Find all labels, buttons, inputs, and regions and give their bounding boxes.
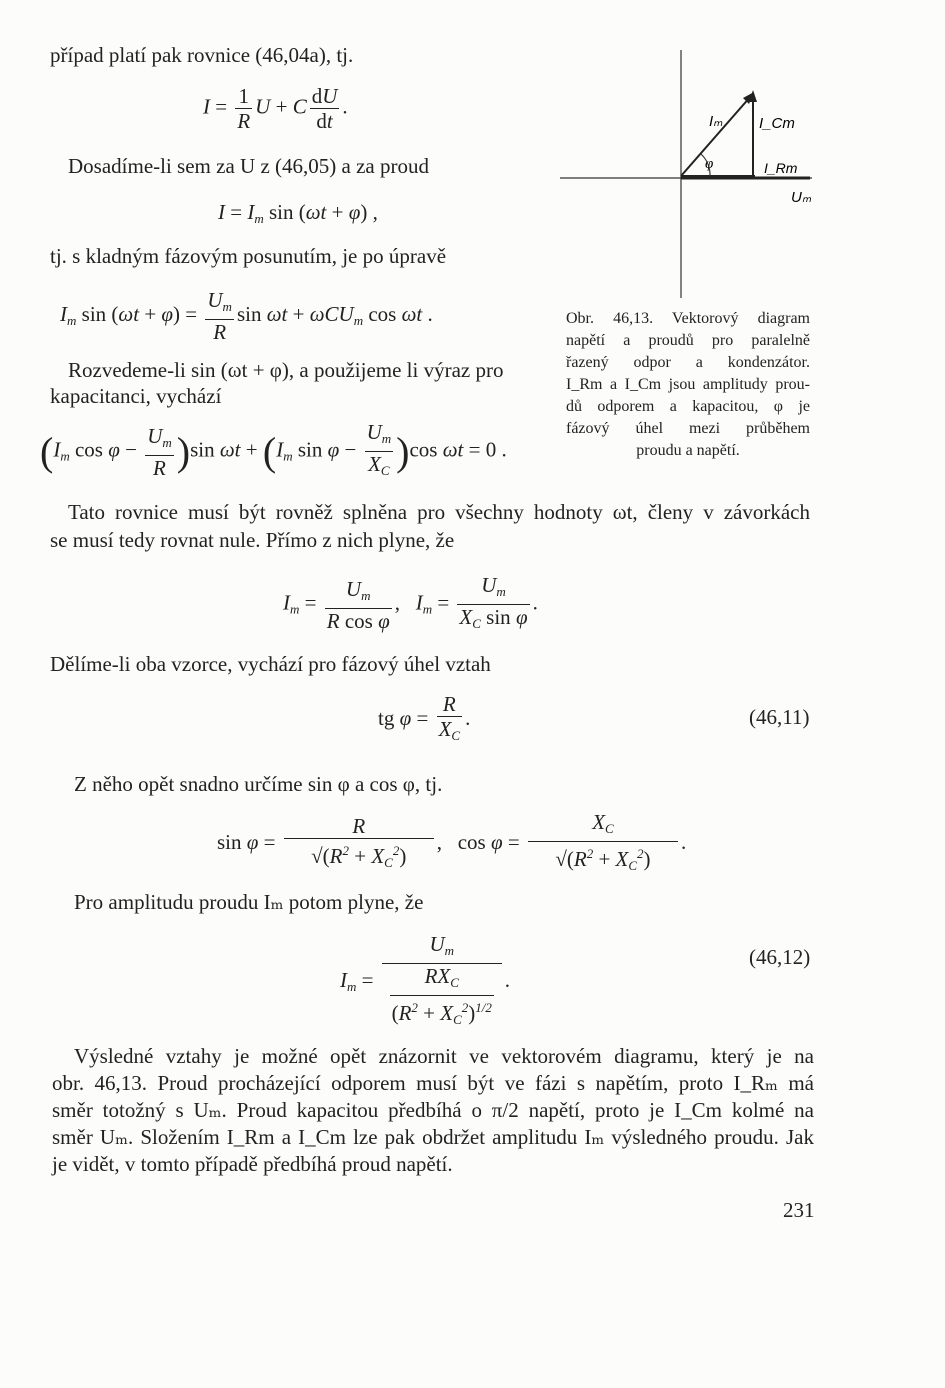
final-paragraph [52,1043,814,1178]
final-line: směr totožný s Uₘ. Proud kapacitou předbíhá o π/2 napětí, proto je I_Cm kolmé na [52,1098,814,1122]
divide-line: Dělíme-li oba vzorce, vychází pro fázový úhel vztah [50,652,491,676]
equation-expanded: $I_m$ sin (ωt + φ) = $\frac{U_m}{R}$ sin ωt + ωCU$_m$ cos ωt . [60,288,433,344]
subst-line: Dosadíme-li sem za U z (46,05) a za proud [68,154,429,178]
condition-paragraph [68,499,810,525]
equation-current-sum: I = $\frac{1}{R}$ U + C $\frac{dU}{dt}$ . [203,84,348,133]
page-number: 231 [783,1198,815,1222]
sincos-line: Z něho opět snadno určíme sin φ a cos φ, tj. [74,772,443,796]
final-line: Výsledné vztahy je možné opět znázornit ve vektorovém diagramu, který je na [74,1044,814,1068]
amp-line: Pro amplitudu proudu Iₘ potom plyne, že [74,890,424,914]
expand-line-1: Rozvedeme-li sin (ωt + φ), a použijeme li výraz pro [68,358,504,382]
final-line: obr. 46,13. Proud procházející odporem musí být ve fázi s napětím, proto I_Rₘ má [52,1071,814,1095]
final-line: je vidět, v tomto případě předbíhá proud napětí. [52,1152,453,1176]
equation-bracket-form: ($I_m$ cos φ − $\frac{U_m}{R}$ )sin $\omega t + (I_m$ sin φ − $\frac{U_m}{X_C}$ )cos ωt = 0 . [40,420,507,480]
caption-line: I_Rm a I_Cm jsou amplitudy prou- [566,376,810,393]
caption-line: proudu a napětí. [636,442,740,459]
equation-number: (46,12) [749,945,811,969]
im-label: Iₘ [709,113,723,130]
icm-label: I_Cm [759,115,795,132]
condition-line: se musí tedy rovnat nule. Přímo z nich plyne, že [50,528,455,552]
caption-line: řazený odpor a kondenzátor. [566,354,810,371]
equation-sin-cos: sin φ = $\frac{R}{√(R^2 + X_C^2)}$ , cos φ = $\frac{X_C}{√(R^2 + X_C^2)}$ . [217,810,687,873]
im-vector [681,96,751,176]
phase-line: tj. s kladným fázovým posunutím, je po úpravě [50,244,447,268]
caption-line: Obr. 46,13. Vektorový diagram [566,310,810,327]
intro-line: případ platí pak rovnice (46,04a), tj. [50,43,354,67]
um-label: Uₘ [791,189,812,206]
irm-label: I_Rm [764,160,798,176]
equation-amplitudes: $I_m$ = $\frac{U_m}{\text{R cos φ}}$ , $I_m$ = $\frac{U_m}{X_C \sin \varphi}$ . [283,573,538,633]
equation-tan-phi: tg φ = $\frac{R}{X_C}$ . [378,692,471,743]
equation-number: (46,11) [749,705,810,729]
equation-current-sin: $I = I_m$ sin (ωt + φ) , [218,200,378,226]
figure-caption [566,308,810,462]
condition-line: Tato rovnice musí být rovněž splněna pro všechny hodnoty ωt, členy v závorkách [68,500,810,524]
caption-line: fázový úhel mezi průběhem [566,420,810,437]
expand-line-2: kapacitanci, vychází [50,384,222,408]
caption-line: napětí a proudů pro paralelně [566,332,810,349]
phi-label: φ [705,156,714,172]
equation-im-final: $I_m$ = $\frac{U_m}{\frac{RX_C}{(R^2 + X_C^2)^{1/2}}}$ . [340,932,510,1027]
final-line: směr Uₘ. Složením I_Rm a I_Cm lze pak obdržet amplitudu Iₘ výsledného proudu. Jak [52,1125,814,1149]
vector-diagram [560,40,820,305]
caption-line: dů odporem a kapacitou, φ je [566,398,810,415]
